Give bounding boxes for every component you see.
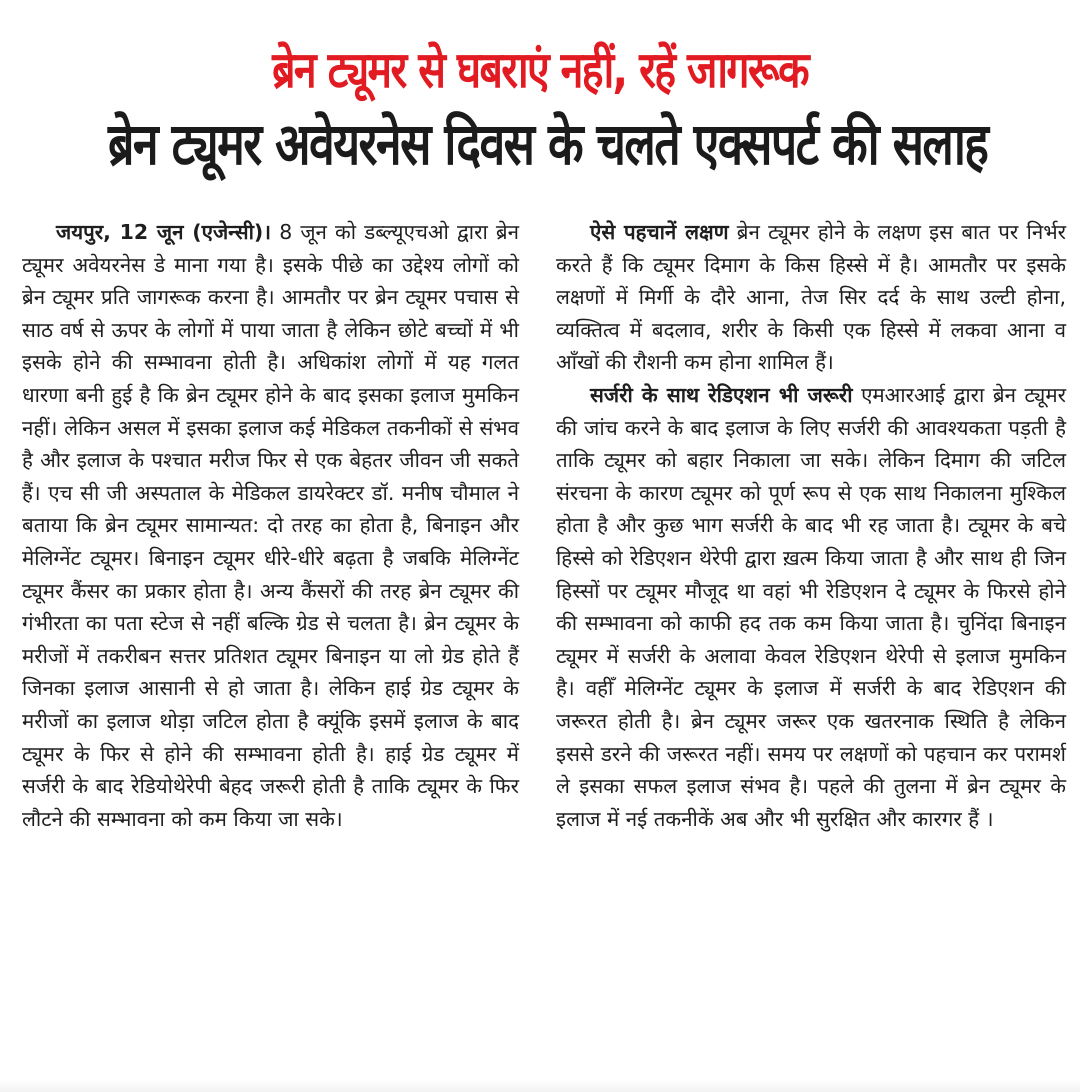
article-column-right: [556, 216, 1066, 835]
headline-title: ब्रेन ट्यूमर अवेयरनेस दिवस के चलते एक्सपर्ट की सलाह: [108, 110, 988, 178]
article-column-left: [22, 216, 519, 835]
headline-kicker: ब्रेन ट्यूमर से घबराएं नहीं, रहें जागरूक: [272, 41, 808, 99]
section-treatment-body: एमआरआई द्वारा ब्रेन ट्यूमर की जांच करने के बाद इलाज के लिए सर्जरी की आवश्यकता पड़ती है ताकि ट्यूमर को बहार निकाला जा सके। लेकिन दिमाग की जटिल संरचना के कारण ट्यूमर को पूर्ण रूप से एक साथ निकालना मुश्किल होता है और कुछ भाग सर्जरी के बाद भी रह जाता है। ट्यूमर के बचे हिस्से को रेडिएशन थेरेपी द्वारा ख़त्म किया जाता है और साथ ही जिन हिस्सों पर ट्यूमर मौजूद था वहां भी रेडिएशन दे ट्यूमर के फिरसे होने की सम्भावना को काफी हद तक कम किया जाता है। चुनिंदा बिनाइन ट्यूमर में सर्जरी के अलावा केवल रेडिएशन थेरेपी से इलाज मुमकिन है। वहीँ मेलिग्नेंट ट्यूमर के इलाज में सर्जरी के बाद रेडिएशन की जरूरत होती है। ब्रेन ट्यूमर जरूर एक खतरनाक स्थिति है लेकिन इससे डरने की जरूरत नहीं। समय पर लक्षणों को पहचान कर परामर्श ले इसका सफल इलाज संभव है। पहले की तुलना में ब्रेन ट्यूमर के इलाज में नई तकनीकें अब और भी सुरक्षित और कारगर हैं ।: [556, 382, 1066, 831]
section-symptoms-body: ब्रेन ट्यूमर होने के लक्षण इस बात पर निर्भर करते हैं कि ट्यूमर दिमाग के किस हिस्से में है। आमतौर पर इसके लक्षणों में मिर्गी के दौरे आना, तेज सिर दर्द के साथ उल्टी होना, व्यक्तित्व में बदलाव, शरीर के किसी एक हिस्से में लकवा आना व आँखों की रौशनी कम होना शामिल हैं।: [556, 220, 1066, 375]
subhead-symptoms: ऐसे पहचानें लक्षण: [590, 220, 729, 244]
section-treatment: [556, 379, 1066, 835]
page-bottom-edge: [0, 1080, 1080, 1092]
dateline: जयपुर, 12 जून (एजेन्सी)।: [56, 220, 272, 244]
section-symptoms: [556, 216, 1066, 379]
intro-body: 8 जून को डब्ल्यूएचओ द्वारा ब्रेन ट्यूमर अवेयरनेस डे माना गया है। इसके पीछे का उद्देश्य लोगों को ब्रेन ट्यूमर प्रति जागरूक करना है। आमतौर पर ब्रेन ट्यूमर पचास से साठ वर्ष से ऊपर के लोगों में पाया जाता है लेकिन छोटे बच्चों में भी इसके होने की सम्भावना होती है। अधिकांश लोगों में यह गलत धारणा बनी हुई है कि ब्रेन ट्यूमर होने के बाद इसका इलाज मुमकिन नहीं। लेकिन असल में इसका इलाज कई मेडिकल तकनीकों से संभव है और इलाज के पश्चात मरीज फिर से एक बेहतर जीवन जी सकते हैं। एच सी जी अस्पताल के मेडिकल डायरेक्टर डॉ. मनीष चौमाल ने बताया कि ब्रेन ट्यूमर सामान्यत: दो तरह का होता है, बिनाइन और मेलिग्नेंट ट्यूमर। बिनाइन ट्यूमर धीरे-धीरे बढ़ता है जबकि मेलिग्नेंट ट्यूमर कैंसर का प्रकार होता है। अन्य कैंसरों की तरह ब्रेन ट्यूमर की गंभीरता का पता स्टेज से नहीं बल्कि ग्रेड से चलता है। ब्रेन ट्यूमर के मरीजों में तकरीबन सत्तर प्रतिशत ट्यूमर बिनाइन या लो ग्रेड होते हैं जिनका इलाज आसानी से हो जाता है। लेकिन हाई ग्रेड ट्यूमर के मरीजों का इलाज थोड़ा जटिल होता है क्यूंकि इसमें इलाज के बाद ट्यूमर के फिर से होने की सम्भावना होती है। हाई ग्रेड ट्यूमर में सर्जरी के बाद रेडियोथेरेपी बेहद जरूरी होती है ताकि ट्यूमर के फिर लौटने की सम्भावना को कम किया जा सके।: [22, 220, 519, 831]
article-intro-paragraph: [22, 216, 519, 835]
subhead-treatment: सर्जरी के साथ रेडिएशन भी जरूरी: [590, 382, 853, 407]
